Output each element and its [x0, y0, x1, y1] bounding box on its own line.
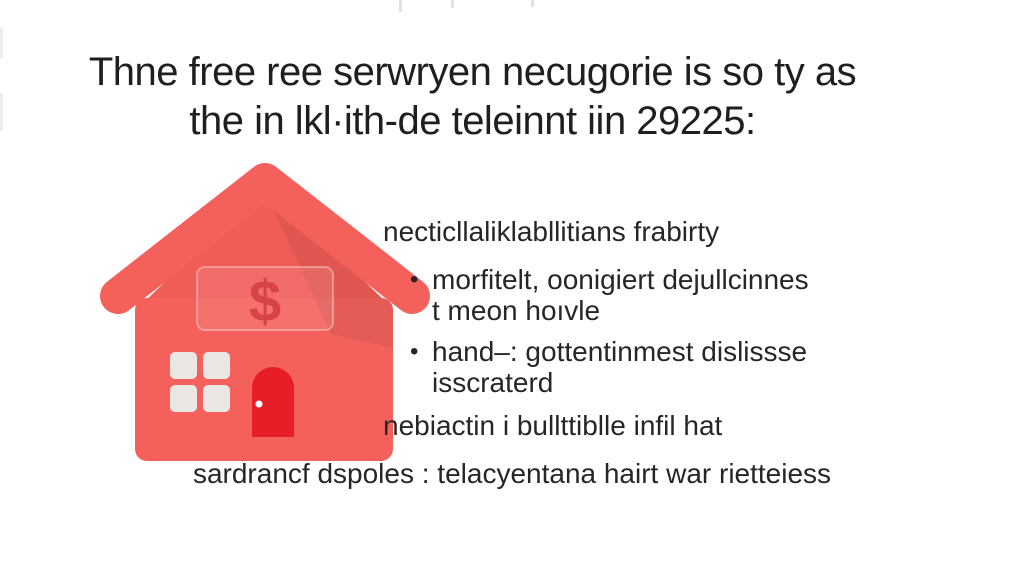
dollar-sign-icon: $ — [248, 269, 282, 334]
slide-title — [0, 48, 945, 146]
list-item — [383, 336, 943, 398]
bottom-caption: sardrancf dspoles : telacyentana hairt war rietteiess — [192, 458, 832, 489]
list-item — [383, 264, 943, 326]
list-item-text — [432, 264, 809, 326]
list-item-line-1: hand–: gottentinmest dislissse — [432, 336, 808, 367]
title-line-1: Thne free ree serwryen necugorie is so ty as — [88, 50, 857, 94]
title-line-2: the in lkl·ith-de teleinnt iin 29225: — [189, 99, 756, 143]
top-edge-artifact-tick — [531, 0, 534, 7]
bullet-icon: • — [410, 266, 419, 293]
bullet-list-panel — [383, 216, 943, 441]
top-edge-artifact-tick — [451, 0, 454, 8]
list-item-line-2: isscraterd — [432, 367, 554, 398]
list-item-line-1: morfitelt, oonigiert dejullcinnes — [432, 264, 809, 295]
list-item-line-2: t meon hoıvle — [432, 295, 601, 326]
list-item-text — [432, 336, 807, 398]
bullet-icon: • — [410, 338, 419, 365]
list-heading: necticllaliklabllitians frabirty — [383, 216, 720, 247]
list-footnote: nebiactin i bullttiblle infil hat — [383, 410, 723, 441]
door-handle — [256, 401, 263, 408]
top-edge-artifact-tick — [399, 0, 402, 12]
door-icon — [252, 367, 294, 437]
